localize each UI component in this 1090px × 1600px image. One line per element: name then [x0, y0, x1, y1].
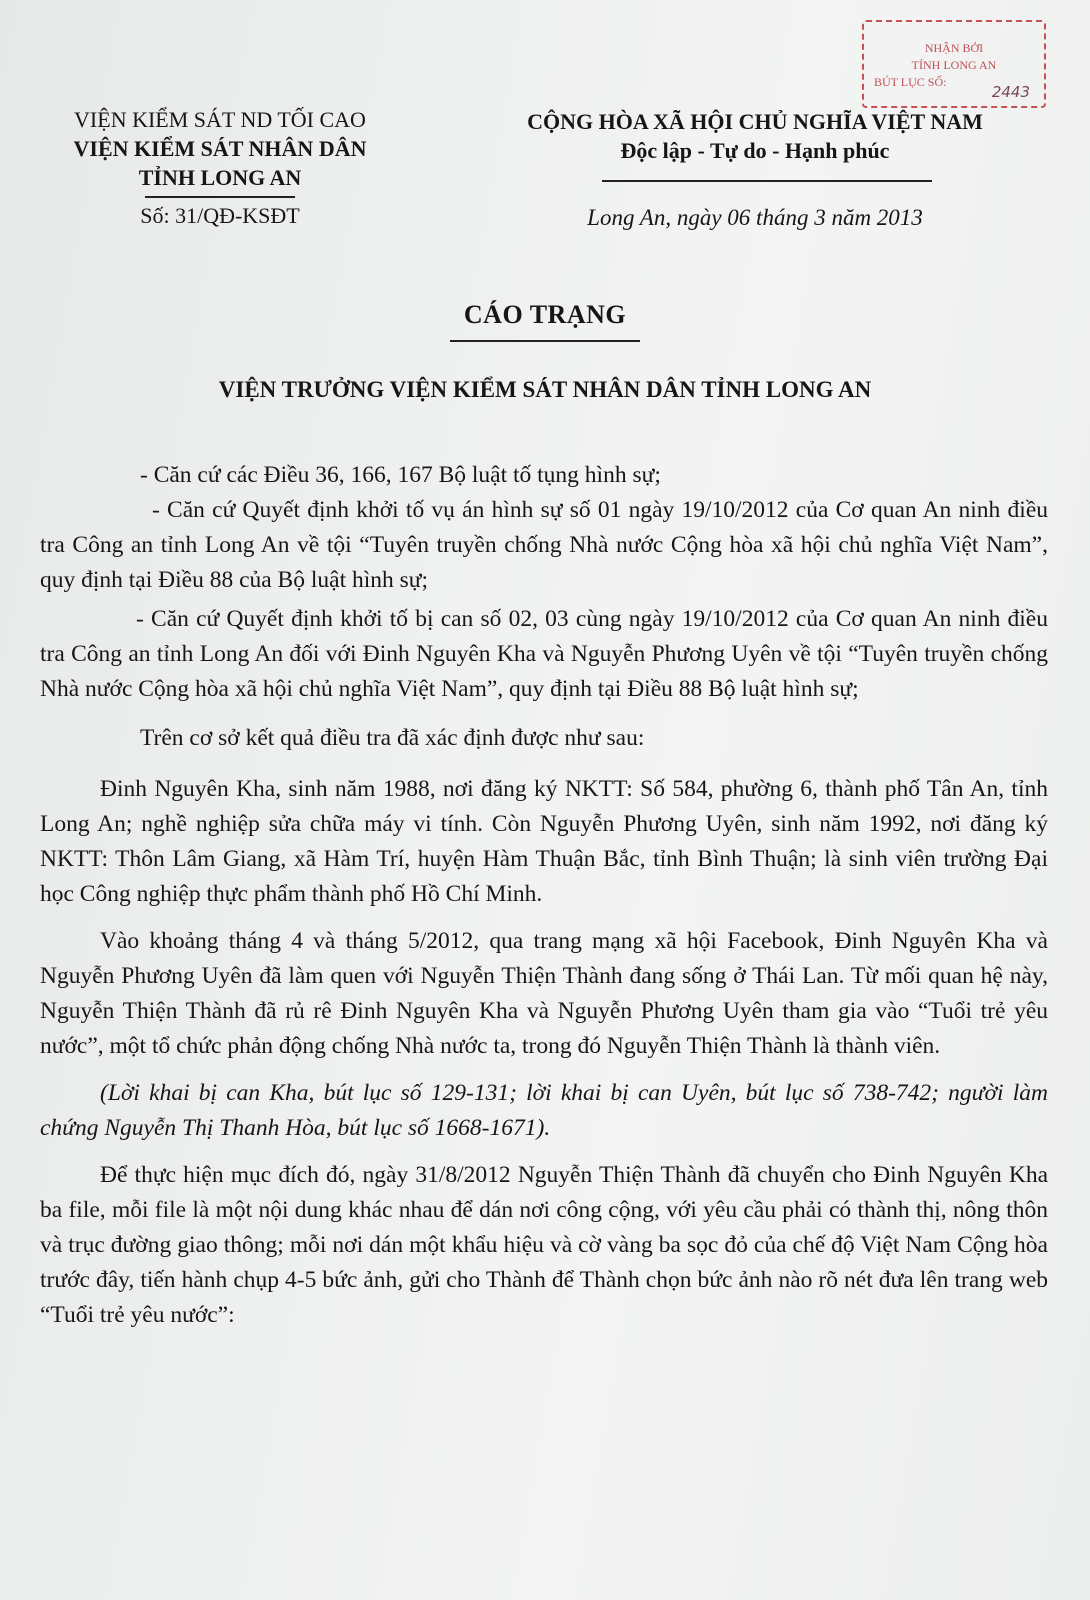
legal-basis-2: - Căn cứ Quyết định khởi tố vụ án hình sự số 01 ngày 19/10/2012 của Cơ quan An ninh điều tra Công an tỉnh Long An về tội “Tuyên truyền chống Nhà nước Cộng hòa xã hội chủ nghĩa Việt Nam”, quy định tại Điều 88 của Bộ luật hình sự; — [40, 497, 1048, 593]
stamp-line-3: BÚT LỤC SỐ: — [874, 75, 947, 89]
country-name: CỘNG HÒA XÃ HỘI CHỦ NGHĨA VIỆT NAM — [527, 109, 983, 134]
body-paragraph-3: Để thực hiện mục đích đó, ngày 31/8/2012 Nguyễn Thiện Thành đã chuyển cho Đinh Nguyên Kha ba file, mỗi file là một nội dung khác nhau để dán nơi công cộng, với yêu cầu phải có thành thị, nông thôn và trục đường giao thông; mỗi nơi dán một khẩu hiệu và cờ vàng ba sọc đỏ của chế độ Việt Nam Cộng hòa trước đây, tiến hành chụp 4-5 bức ảnh, gửi cho Thành để Thành chọn bức ảnh nào rõ nét đưa lên trang web “Tuổi trẻ yêu nước”: — [40, 1162, 1048, 1328]
agency-line-1: VIỆN KIỂM SÁT ND TỐI CAO — [74, 107, 366, 132]
stamp-line-2: TÍNH LONG AN — [911, 58, 997, 72]
stamp-line-1: NHẬN BỞI — [924, 41, 984, 55]
national-motto: Độc lập - Tự do - Hạnh phúc — [620, 138, 890, 163]
issuing-agency — [30, 105, 410, 228]
document-subtitle: VIỆN TRƯỞNG VIỆN KIỂM SÁT NHÂN DÂN TỈNH LONG AN — [218, 377, 872, 402]
national-header — [480, 107, 1030, 165]
place-date: Long An, ngày 06 tháng 3 năm 2013 — [587, 205, 923, 230]
agency-underline — [145, 196, 295, 198]
motto-underline — [602, 180, 932, 182]
document-number: Số: 31/QĐ-KSĐT — [140, 203, 300, 228]
document-title: CÁO TRẠNG — [463, 300, 627, 329]
body-paragraph-2: Vào khoảng tháng 4 và tháng 5/2012, qua trang mạng xã hội Facebook, Đinh Nguyên Kha và Nguyễn Phương Uyên đã làm quen với Nguyễn Thiện Thành đang sống ở Thái Lan. Từ mối quan hệ này, Nguyễn Thiện Thành đã rủ rê Đinh Nguyên Kha và Nguyễn Phương Uyên tham gia vào “Tuổi trẻ yêu nước”, một tổ chức phản động chống Nhà nước ta, trong đó Nguyễn Thiện Thành là thành viên. — [40, 928, 1048, 1059]
body-paragraph-1: Đinh Nguyên Kha, sinh năm 1988, nơi đăng ký NKTT: Số 584, phường 6, thành phố Tân An, tỉnh Long An; nghề nghiệp sửa chữa máy vi tính. Còn Nguyễn Phương Uyên, sinh năm 1992, nơi đăng ký NKTT: Thôn Lâm Giang, xã Hàm Trí, huyện Hàm Thuận Bắc, tỉnh Bình Thuận; là sinh viên trường Đại học Công nghiệp thực phẩm thành phố Hồ Chí Minh. — [40, 776, 1048, 907]
stamp-number: 2443 — [991, 83, 1030, 101]
agency-line-2: VIỆN KIỂM SÁT NHÂN DÂN — [73, 136, 367, 161]
legal-basis-1: - Căn cứ các Điều 36, 166, 167 Bộ luật tố tụng hình sự; — [140, 462, 661, 488]
legal-basis-3: - Căn cứ Quyết định khởi tố bị can số 02, 03 cùng ngày 19/10/2012 của Cơ quan An ninh điều tra Công an tỉnh Long An đối với Đinh Nguyên Kha và Nguyễn Phương Uyên về tội “Tuyên truyền chống Nhà nước Cộng hòa xã hội chủ nghĩa Việt Nam”, quy định tại Điều 88 Bộ luật hình sự; — [40, 606, 1048, 702]
document-body — [40, 458, 1048, 1345]
evidence-citation: (Lời khai bị can Kha, bút lục số 129-131; lời khai bị can Uyên, bút lục số 738-742; người làm chứng Nguyễn Thị Thanh Hòa, bút lục số 1668-1671). — [40, 1080, 1048, 1141]
received-stamp — [862, 20, 1046, 108]
investigation-result-intro: Trên cơ sở kết quả điều tra đã xác định được như sau: — [140, 725, 645, 751]
agency-line-3: TỈNH LONG AN — [138, 165, 302, 190]
title-underline — [450, 340, 640, 342]
